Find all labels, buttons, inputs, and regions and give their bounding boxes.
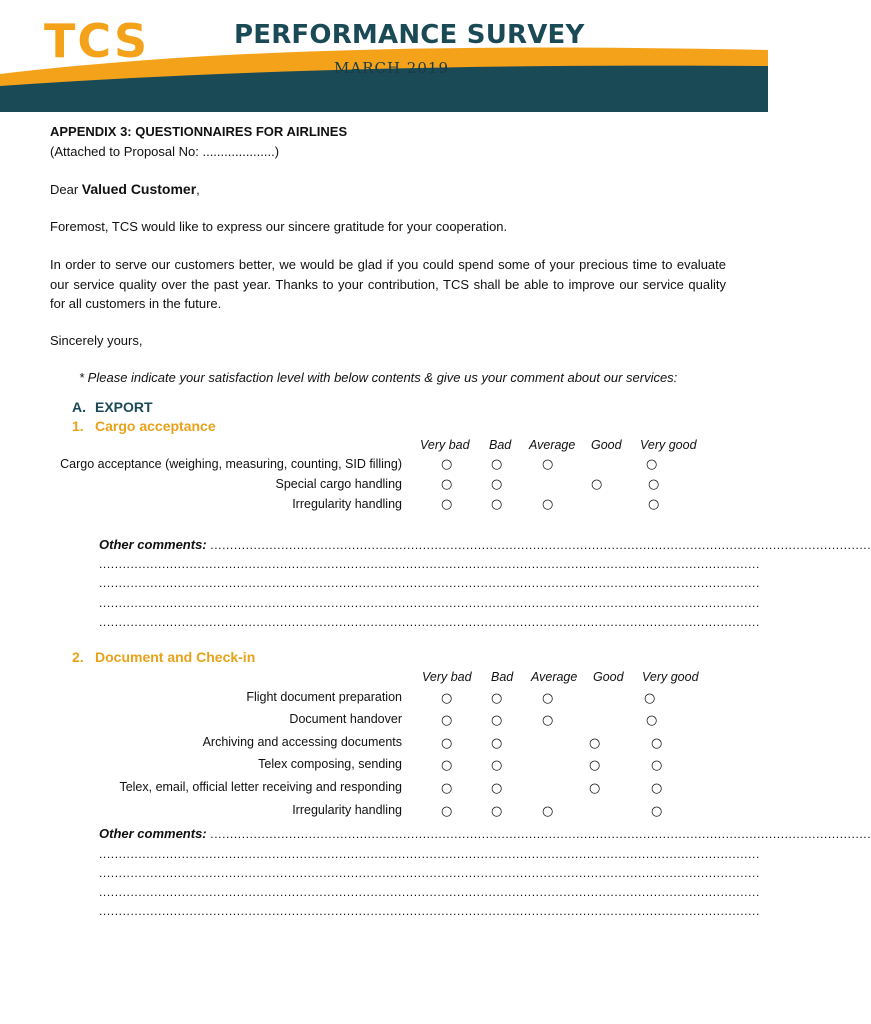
comments-line[interactable] [99, 536, 871, 554]
rating-radio[interactable]: ○ [441, 457, 453, 472]
rating-radio[interactable]: ○ [441, 713, 453, 728]
rating-radio[interactable]: ○ [646, 457, 658, 472]
row-label: Archiving and accessing documents [202, 735, 402, 749]
rating-radio[interactable]: ○ [648, 497, 660, 512]
row-label: Cargo acceptance (weighing, measuring, counting, SID filling) [60, 457, 402, 471]
section-a-number: A. [72, 399, 86, 415]
rating-radio[interactable]: ○ [441, 497, 453, 512]
rating-header-average: Average [529, 438, 576, 452]
subsection-1-number: 1. [72, 418, 84, 434]
row-label: Irregularity handling [292, 497, 402, 511]
rating-header-bad: Bad [489, 438, 512, 452]
comments-dotted-line[interactable]: ........................................................................................................................................................................ [99, 596, 760, 610]
rating-radio[interactable]: ○ [651, 758, 663, 773]
rating-header-good: Good [591, 438, 622, 452]
rating-radio[interactable]: ○ [644, 691, 656, 706]
rating-radio[interactable]: ○ [589, 781, 601, 796]
subsection-1-title: Cargo acceptance [95, 418, 216, 434]
rating-radio[interactable]: ○ [651, 804, 663, 819]
rating-header-very-good: Very good [642, 670, 699, 684]
rating-header-very-good: Very good [640, 438, 697, 452]
page-subtitle: MARCH 2019 [334, 59, 449, 77]
rating-radio[interactable]: ○ [491, 713, 503, 728]
rating-header-good: Good [593, 670, 624, 684]
rating-header-very-bad: Very bad [422, 670, 472, 684]
comments-dotted-line[interactable]: ........................................................................................................................................................................ [99, 904, 760, 918]
rating-radio[interactable]: ○ [441, 736, 453, 751]
rating-radio[interactable]: ○ [542, 691, 554, 706]
section-a-title: EXPORT [95, 399, 153, 415]
comments-dotted-line[interactable]: ........................................................................................................................................................................ [99, 557, 760, 571]
rating-radio[interactable]: ○ [491, 457, 503, 472]
row-label: Flight document preparation [246, 690, 402, 704]
rating-radio[interactable]: ○ [646, 713, 658, 728]
comments-label: Other comments: [99, 537, 207, 552]
comments-dotted-line[interactable]: ........................................................................................................................................................................ [99, 885, 760, 899]
appendix-heading: APPENDIX 3: QUESTIONNAIRES FOR AIRLINES [50, 124, 348, 139]
gratitude-paragraph: Foremost, TCS would like to express our sincere gratitude for your cooperation. [50, 219, 508, 234]
page-title: PERFORMANCE SURVEY [234, 20, 585, 50]
rating-radio[interactable]: ○ [491, 736, 503, 751]
rating-radio[interactable]: ○ [491, 804, 503, 819]
row-label: Document handover [289, 712, 402, 726]
row-label: Telex, email, official letter receiving and responding [119, 780, 402, 794]
tcs-logo: TCS [44, 14, 150, 68]
salutation-suffix: , [196, 182, 200, 197]
rating-radio[interactable]: ○ [441, 781, 453, 796]
rating-radio[interactable]: ○ [542, 713, 554, 728]
rating-radio[interactable]: ○ [542, 497, 554, 512]
rating-radio[interactable]: ○ [491, 477, 503, 492]
rating-radio[interactable]: ○ [491, 758, 503, 773]
rating-radio[interactable]: ○ [648, 477, 660, 492]
rating-radio[interactable]: ○ [589, 736, 601, 751]
salutation [50, 181, 200, 198]
rating-radio[interactable]: ○ [491, 691, 503, 706]
rating-radio[interactable]: ○ [441, 758, 453, 773]
comments-label: Other comments: [99, 826, 207, 841]
rating-header-bad: Bad [491, 670, 514, 684]
row-label: Irregularity handling [292, 803, 402, 817]
subsection-2-number: 2. [72, 649, 84, 665]
rating-header-average: Average [531, 670, 578, 684]
rating-radio[interactable]: ○ [651, 736, 663, 751]
header-banner [0, 0, 768, 112]
rating-radio[interactable]: ○ [441, 804, 453, 819]
rating-header-very-bad: Very bad [420, 438, 470, 452]
rating-radio[interactable]: ○ [651, 781, 663, 796]
comments-dotted-line[interactable]: ........................................................................................................................................................................ [99, 576, 760, 590]
salutation-name: Valued Customer [81, 181, 197, 197]
purpose-paragraph: In order to serve our customers better, we would be glad if you could spend some of your precious time to evaluate our service quality over the past year. Thanks to your contribution, TCS shall be able to improve our service quality for all customers in the future. [50, 257, 726, 311]
rating-radio[interactable]: ○ [441, 691, 453, 706]
comments-dots: ........................................................................................................................................................................ [210, 538, 871, 552]
rating-radio[interactable]: ○ [542, 804, 554, 819]
rating-radio[interactable]: ○ [589, 758, 601, 773]
rating-radio[interactable]: ○ [591, 477, 603, 492]
rating-radio[interactable]: ○ [441, 477, 453, 492]
instruction-line: * Please indicate your satisfaction level with below contents & give us your comment about our services: [79, 370, 678, 385]
comments-dots: ........................................................................................................................................................................ [210, 827, 871, 841]
rating-radio[interactable]: ○ [491, 497, 503, 512]
row-label: Telex composing, sending [258, 757, 402, 771]
comments-dotted-line[interactable]: ........................................................................................................................................................................ [99, 847, 760, 861]
row-label: Special cargo handling [275, 477, 402, 491]
closing-line: Sincerely yours, [50, 333, 143, 348]
rating-radio[interactable]: ○ [542, 457, 554, 472]
rating-radio[interactable]: ○ [491, 781, 503, 796]
comments-dotted-line[interactable]: ........................................................................................................................................................................ [99, 866, 760, 880]
salutation-prefix: Dear [50, 182, 82, 197]
comments-dotted-line[interactable]: ........................................................................................................................................................................ [99, 615, 760, 629]
proposal-line: (Attached to Proposal No: ....................) [50, 144, 280, 159]
subsection-2-title: Document and Check-in [95, 649, 256, 665]
comments-line[interactable] [99, 825, 871, 843]
